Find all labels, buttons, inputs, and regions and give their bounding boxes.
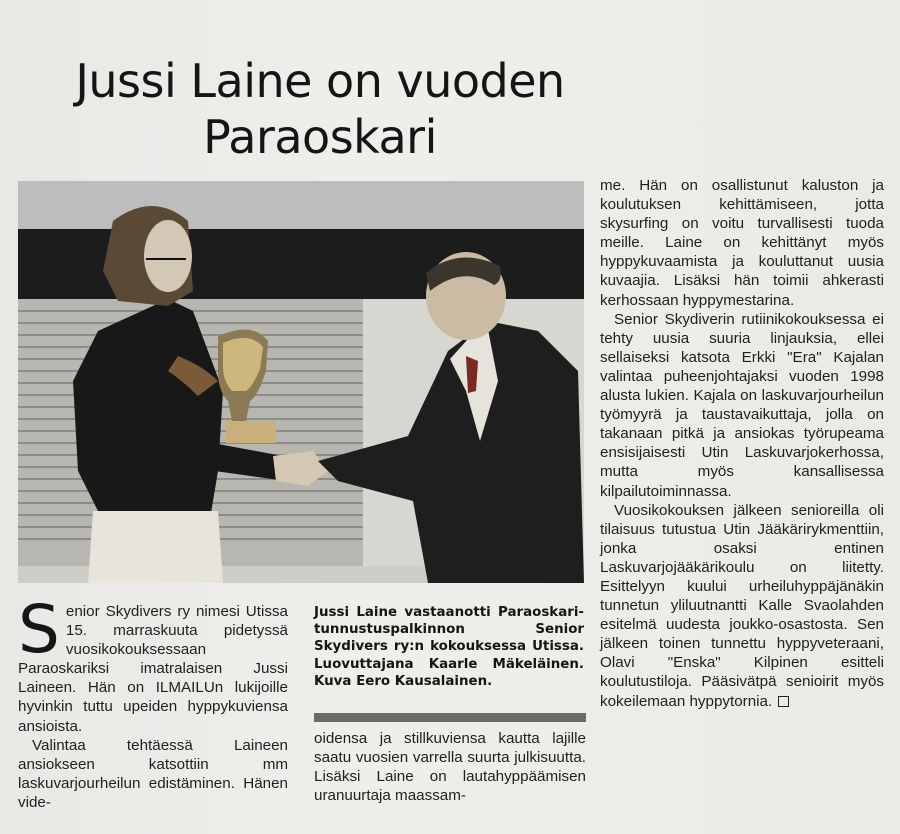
headline-line-1: Jussi Laine on vuoden — [75, 53, 565, 108]
drop-cap: S — [18, 591, 60, 668]
photo-caption: Jussi Laine vastaanotti Paraoskari-tunnustuspalkinnon Senior Skydivers ry:n kokouksessa Utissa. Luovuttajana Kaarle Mäkeläinen. Kuva Eero Kausalainen. — [314, 605, 584, 689]
award-photo — [18, 181, 584, 583]
paragraph-1-text: enior Skydivers ry nimesi Utissa 15. marraskuuta pidetyssä vuosikokouksessaan Paraoskariksi imatralaisen Jussi Laineen. Hän on ILMAILUn lukijoille hyvinkin tuttu upeiden hyppykuviensa ansioista. — [18, 603, 288, 735]
paragraph-4-text: Vuosikokouksen jälkeen senioreilla oli tilaisuus tutustua Utin Jääkärirykmenttiin, jonka osaksi entinen Laskuvarjojääkärikoulu on liitetty. Esittelyyn kuului urheiluhyppäjänäkin tunnetun yliluutnantti Kalle Svaolahden esitelmä uudesta joukko-osastosta. Sen jälkeen toinen tunnettu hyppyveteraani, Olavi "Enska" Kilpinen esitteli koulutustiloja. Pääsivätpä senioirit myös kokeilemaan hyppytornia. — [600, 501, 884, 710]
paragraph-3: Senior Skydiverin rutiinikokouksessa ei tehty uusia suuria linjauksia, ellei sellaiseksi katsota Erkki "Era" Kajalan valintaa puheenjohtajaksi vuoden 1998 alusta lukien. Kajala on laskuvarjourheilun työmyyrä ja taustavaikuttaja, jolla on takanaan pitkä ja ansiokas työrupeama ensisijaisesti Utin Laskuvarjokerhossa, mutta myös kansallisessa kilpailutoiminnassa. — [600, 310, 884, 500]
column-left — [18, 591, 288, 812]
headline-line-2: Paraoskari — [203, 109, 437, 164]
caption-rule — [314, 713, 586, 722]
paragraph-2: Valintaa tehtäessä Laineen ansiokseen katsottiin mm laskuvarjourheilun edistäminen. Hänen vide- — [18, 736, 288, 811]
article-headline — [60, 53, 580, 165]
paragraph-1 — [18, 591, 288, 736]
paragraph-2-continued: oidensa ja stillkuviensa kautta lajille saatu vuosien varrella suurta julkisuutta. Lisäksi Laine on lautahyppäämisen uranuurtaja maassam- — [314, 730, 586, 805]
end-of-article-icon — [778, 696, 789, 707]
paragraph-2-end: me. Hän on osallistunut kaluston ja koulutuksen kehittämiseen, jotta skysurfing on voitu turvallisesti tuoda meille. Laine on kehittänyt myös hyppykuvaamista ja kouluttanut uusia kuvaajia. Lisäksi hän toimii ahkerasti kerhossaan hyppymestarina. — [600, 177, 884, 309]
paragraph-4 — [600, 501, 884, 711]
column-right — [600, 176, 884, 711]
award-photo-illustration — [18, 181, 584, 583]
column-middle — [314, 729, 586, 805]
